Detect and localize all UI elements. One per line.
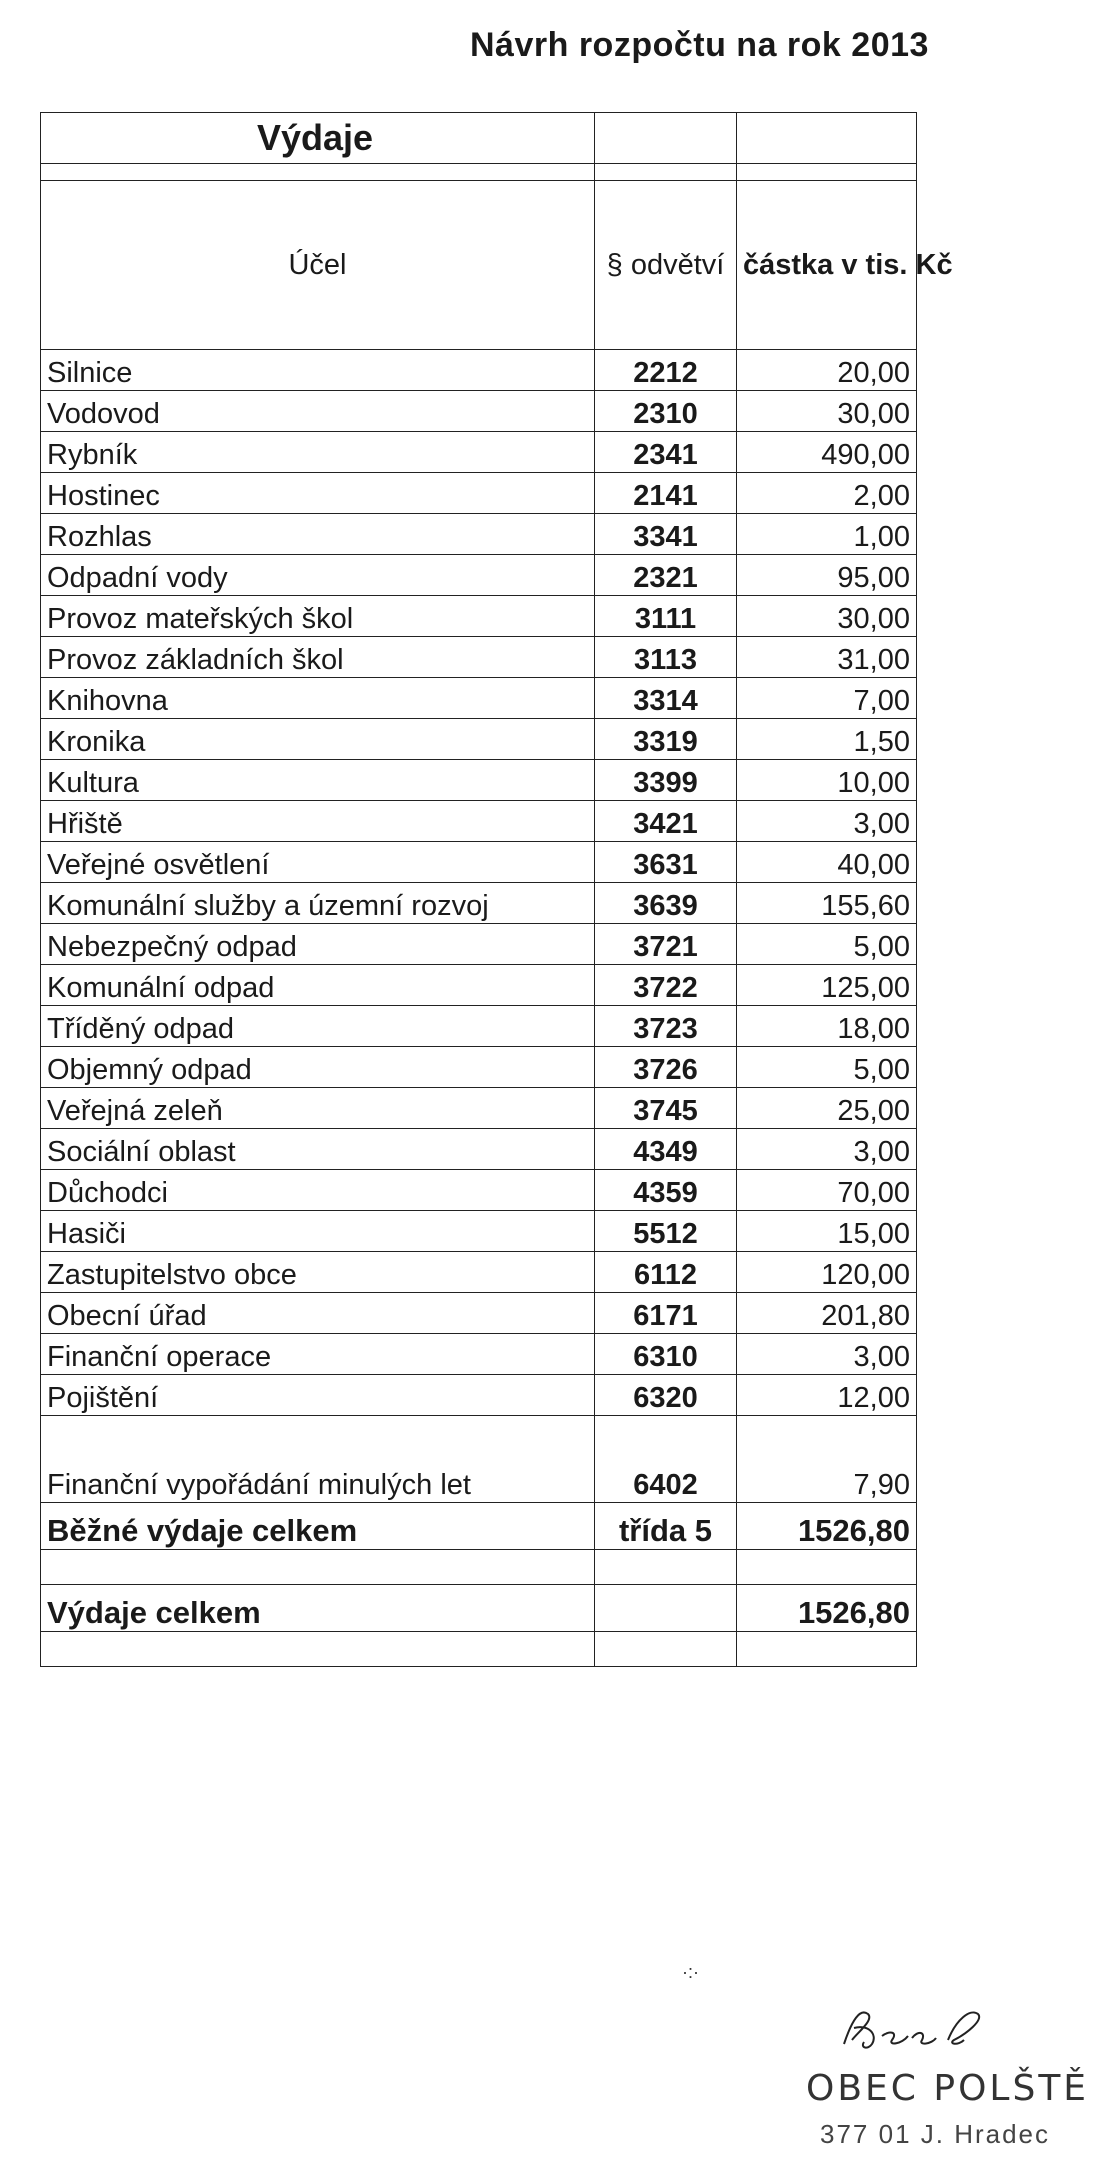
section-title: Výdaje (41, 113, 595, 164)
current-total-label: Běžné výdaje celkem (41, 1503, 595, 1550)
row-purpose: Provoz základních škol (41, 637, 595, 678)
grand-total-empty (595, 1585, 737, 1632)
row-purpose: Veřejná zeleň (41, 1088, 595, 1129)
scan-mark: ·:· (682, 1962, 699, 1982)
table-row (41, 1047, 917, 1088)
row-purpose: Objemný odpad (41, 1047, 595, 1088)
grand-total-label: Výdaje celkem (41, 1585, 595, 1632)
table-row (41, 1293, 917, 1334)
row-code: 3726 (595, 1047, 737, 1088)
table-row (41, 1006, 917, 1047)
row-amount: 30,00 (737, 391, 917, 432)
table-row (41, 391, 917, 432)
row-amount: 12,00 (737, 1375, 917, 1416)
office-stamp (806, 2068, 1089, 2150)
row-code: 5512 (595, 1211, 737, 1252)
table-row (41, 473, 917, 514)
row-code: 3721 (595, 924, 737, 965)
row-code: 3745 (595, 1088, 737, 1129)
table-row (41, 1129, 917, 1170)
row-purpose: Tříděný odpad (41, 1006, 595, 1047)
blank-row (41, 1550, 917, 1585)
row-amount: 7,90 (737, 1416, 917, 1503)
row-amount: 25,00 (737, 1088, 917, 1129)
row-purpose: Veřejné osvětlení (41, 842, 595, 883)
table-row (41, 596, 917, 637)
column-header-purpose: Účel (41, 181, 595, 350)
table-row (41, 883, 917, 924)
row-purpose: Odpadní vody (41, 555, 595, 596)
row-purpose: Rybník (41, 432, 595, 473)
row-amount: 70,00 (737, 1170, 917, 1211)
row-code: 3421 (595, 801, 737, 842)
row-code: 2310 (595, 391, 737, 432)
stamp-name: OBEC POLŠTĚ (806, 2068, 1090, 2109)
row-purpose: Silnice (41, 350, 595, 391)
table-row (41, 637, 917, 678)
row-code: 6310 (595, 1334, 737, 1375)
row-code: 3113 (595, 637, 737, 678)
row-code: 2321 (595, 555, 737, 596)
row-purpose: Obecní úřad (41, 1293, 595, 1334)
table-row (41, 1334, 917, 1375)
row-amount: 155,60 (737, 883, 917, 924)
row-amount: 2,00 (737, 473, 917, 514)
row-amount: 5,00 (737, 924, 917, 965)
row-amount: 7,00 (737, 678, 917, 719)
row-purpose: Vodovod (41, 391, 595, 432)
row-code: 3399 (595, 760, 737, 801)
table-row (41, 1375, 917, 1416)
row-code: 2141 (595, 473, 737, 514)
row-purpose: Hostinec (41, 473, 595, 514)
table-row (41, 1211, 917, 1252)
row-amount: 20,00 (737, 350, 917, 391)
row-amount: 1,50 (737, 719, 917, 760)
row-purpose: Hasiči (41, 1211, 595, 1252)
row-code: 3631 (595, 842, 737, 883)
budget-table-wrapper (40, 112, 953, 1667)
row-amount: 10,00 (737, 760, 917, 801)
row-code: 6402 (595, 1416, 737, 1503)
table-row (41, 514, 917, 555)
row-amount: 15,00 (737, 1211, 917, 1252)
row-code: 4349 (595, 1129, 737, 1170)
row-code: 2212 (595, 350, 737, 391)
table-row (41, 555, 917, 596)
row-code: 3722 (595, 965, 737, 1006)
column-header-amount: částka v tis. Kč (737, 181, 917, 350)
table-row (41, 719, 917, 760)
row-purpose: Kronika (41, 719, 595, 760)
budget-table (40, 112, 953, 1667)
row-code: 3723 (595, 1006, 737, 1047)
row-purpose: Knihovna (41, 678, 595, 719)
row-purpose: Provoz mateřských škol (41, 596, 595, 637)
table-row (41, 842, 917, 883)
table-row (41, 432, 917, 473)
stamp-address: 377 01 J. Hradec (820, 2119, 1051, 2149)
row-amount: 31,00 (737, 637, 917, 678)
column-header-row (41, 181, 917, 350)
row-purpose: Komunální služby a územní rozvoj (41, 883, 595, 924)
row-code: 6171 (595, 1293, 737, 1334)
row-amount: 1,00 (737, 514, 917, 555)
table-row (41, 1088, 917, 1129)
row-purpose: Pojištění (41, 1375, 595, 1416)
current-total-row (41, 1503, 917, 1550)
row-amount: 120,00 (737, 1252, 917, 1293)
column-header-code: § odvětví (595, 181, 737, 350)
grand-total-amount: 1526,80 (737, 1585, 917, 1632)
row-amount: 30,00 (737, 596, 917, 637)
row-purpose: Zastupitelstvo obce (41, 1252, 595, 1293)
current-total-class: třída 5 (595, 1503, 737, 1550)
row-purpose: Sociální oblast (41, 1129, 595, 1170)
page-title: Návrh rozpočtu na rok 2013 (470, 26, 929, 64)
spacer-row (41, 164, 917, 181)
row-purpose: Nebezpečný odpad (41, 924, 595, 965)
row-amount: 18,00 (737, 1006, 917, 1047)
row-purpose: Rozhlas (41, 514, 595, 555)
row-code: 3314 (595, 678, 737, 719)
blank-row (41, 1632, 917, 1667)
table-row (41, 924, 917, 965)
row-amount: 40,00 (737, 842, 917, 883)
section-header-row (41, 113, 917, 164)
row-purpose: Komunální odpad (41, 965, 595, 1006)
row-amount: 3,00 (737, 1129, 917, 1170)
row-code: 4359 (595, 1170, 737, 1211)
row-code: 3341 (595, 514, 737, 555)
row-purpose: Hřiště (41, 801, 595, 842)
row-amount: 95,00 (737, 555, 917, 596)
current-total-amount: 1526,80 (737, 1503, 917, 1550)
row-code: 3319 (595, 719, 737, 760)
row-amount: 3,00 (737, 1334, 917, 1375)
row-purpose: Finanční operace (41, 1334, 595, 1375)
row-amount: 5,00 (737, 1047, 917, 1088)
table-row (41, 1416, 917, 1503)
table-row (41, 678, 917, 719)
table-row (41, 1252, 917, 1293)
table-row (41, 1170, 917, 1211)
row-purpose: Důchodci (41, 1170, 595, 1211)
table-row (41, 801, 917, 842)
table-row (41, 350, 917, 391)
grand-total-row (41, 1585, 917, 1632)
table-row (41, 760, 917, 801)
row-amount: 3,00 (737, 801, 917, 842)
signature (838, 2000, 988, 2054)
row-code: 2341 (595, 432, 737, 473)
row-code: 3639 (595, 883, 737, 924)
row-amount: 490,00 (737, 432, 917, 473)
row-code: 6112 (595, 1252, 737, 1293)
row-code: 6320 (595, 1375, 737, 1416)
row-code: 3111 (595, 596, 737, 637)
row-purpose: Finanční vypořádání minulých let (41, 1416, 595, 1503)
row-purpose: Kultura (41, 760, 595, 801)
table-row (41, 965, 917, 1006)
row-amount: 125,00 (737, 965, 917, 1006)
row-amount: 201,80 (737, 1293, 917, 1334)
